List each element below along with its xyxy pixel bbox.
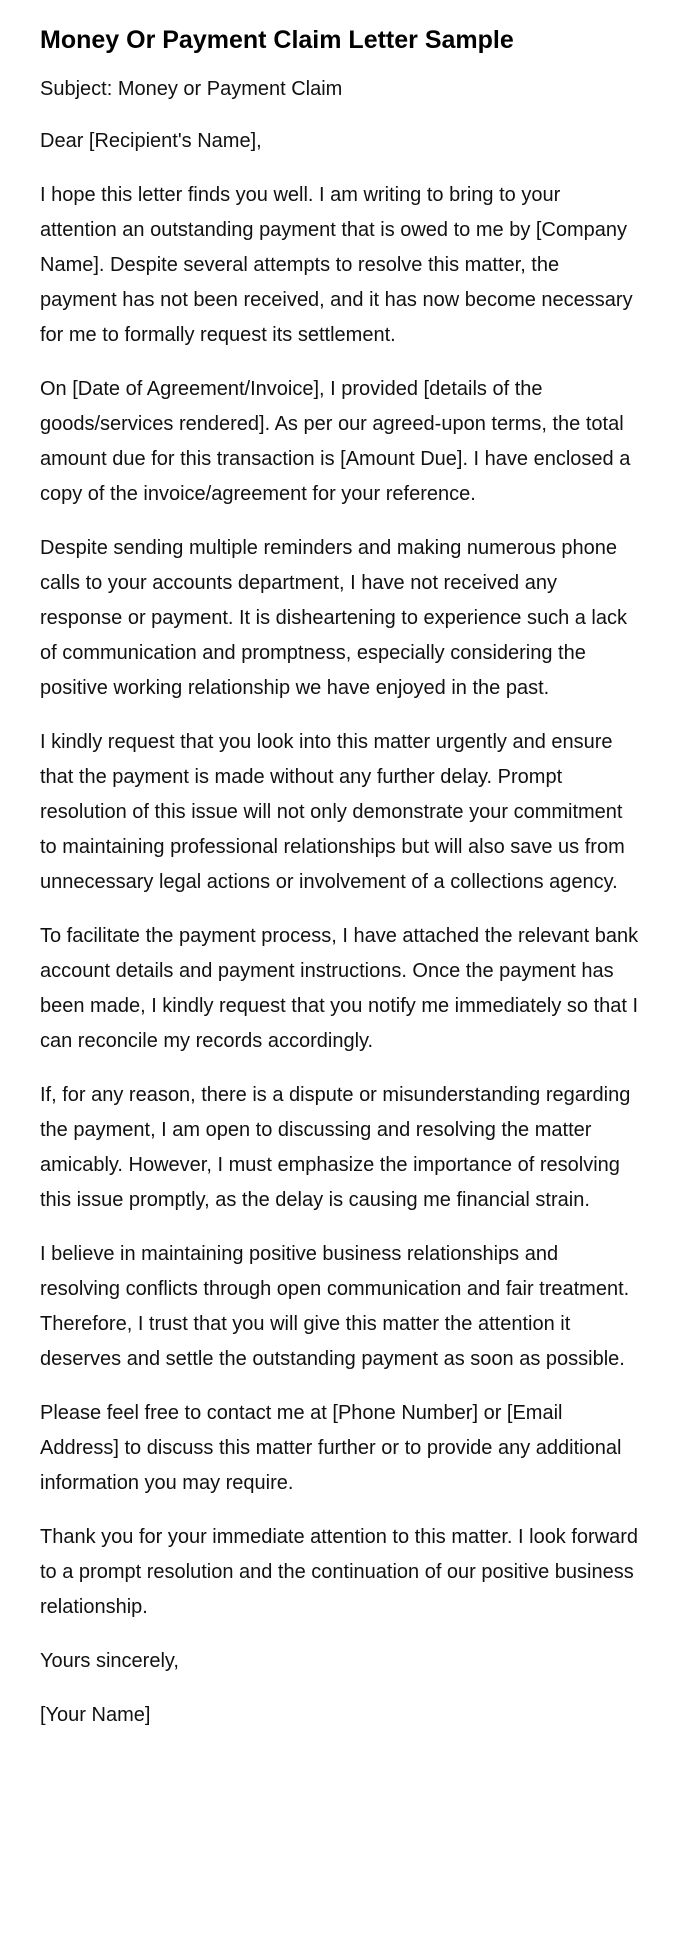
letter-page [40,20,640,1752]
page-title: Money Or Payment Claim Letter Sample [40,26,514,54]
paragraph-payment-instructions: To facilitate the payment process, I have attached the relevant bank account details and payment instructions. Once the payment has been made, I kindly request that you notify me immediately so that I can reconcile my records accordingly. [40,925,639,1052]
paragraph-reminders: Despite sending multiple reminders and making numerous phone calls to your accounts department, I have not received any response or payment. It is disheartening to experience such a lack of communication and promptness, especially considering the positive working relationship we have enjoyed in the past. [40,537,627,699]
paragraph-dispute: If, for any reason, there is a dispute or misunderstanding regarding the payment, I am open to discussing and resolving the matter amicably. However, I must emphasize the importance of resolving this issue promptly, as the delay is causing me financial strain. [40,1084,631,1211]
paragraph-intro: I hope this letter finds you well. I am writing to bring to your attention an outstanding payment that is owed to me by [Company Name]. Despite several attempts to resolve this matter, the payment has not been received, and it has now become necessary for me to formally request its settlement. [40,184,633,346]
salutation: Dear [Recipient's Name], [40,130,262,152]
paragraph-request: I kindly request that you look into this matter urgently and ensure that the payment is made without any further delay. Prompt resolution of this issue will not only demonstrate your commitment to maintaining professional relationships but will also save us from unnecessary legal actions or involvement of a collections agency. [40,731,625,893]
subject-line: Subject: Money or Payment Claim [40,78,343,100]
paragraph-thanks: Thank you for your immediate attention to this matter. I look forward to a prompt resolution and the continuation of our positive business relationship. [40,1526,639,1618]
paragraph-relationship: I believe in maintaining positive business relationships and resolving conflicts through open communication and fair treatment. Therefore, I trust that you will give this matter the attention it deserves and settle the outstanding payment as soon as possible. [40,1243,630,1370]
paragraph-agreement-details: On [Date of Agreement/Invoice], I provided [details of the goods/services rendered]. As per our agreed-upon terms, the total amount due for this transaction is [Amount Due]. I have enclosed a copy of the invoice/agreement for your reference. [40,378,631,505]
paragraph-contact: Please feel free to contact me at [Phone Number] or [Email Address] to discuss this matter further or to provide any additional information you may require. [40,1402,622,1494]
closing: Yours sincerely, [40,1650,179,1672]
signature: [Your Name] [40,1704,151,1726]
